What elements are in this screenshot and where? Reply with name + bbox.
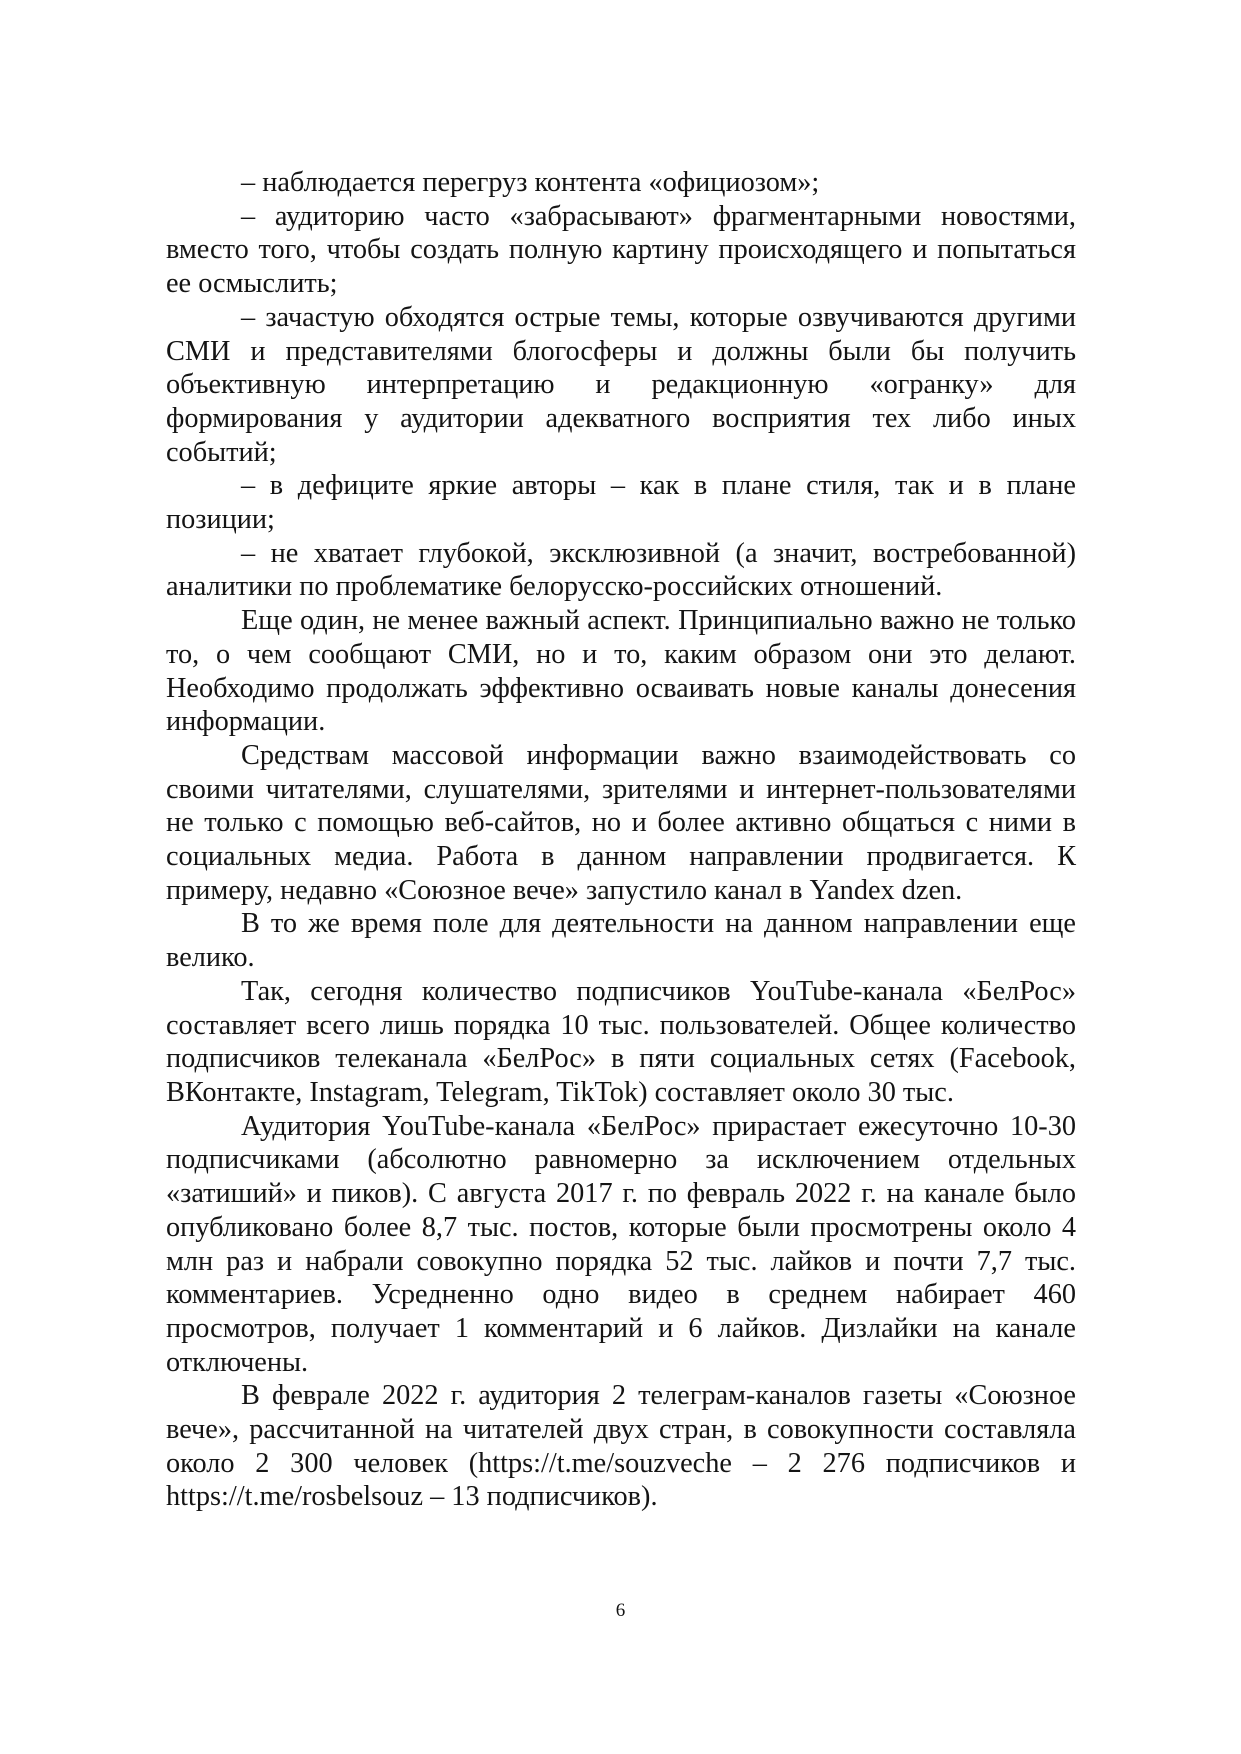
page-number: 6	[615, 1600, 626, 1621]
paragraph-bullet-fragmentary-news: – аудиторию часто «забрасывают» фрагментарными новостями, вместо того, чтобы создать полную картину происходящего и попытаться ее осмыслить;	[166, 200, 1076, 300]
paragraph-social-media: Средствам массовой информации важно взаимодействовать со своими читателями, слушателями, зрителями и интернет-пользователями не только с помощью веб-сайтов, но и более активно общаться с ними в социальных медиа. Работа в данном направлении продвигается. К примеру, недавно «Союзное вече» запустило канал в Yandex dzen.	[166, 739, 1076, 906]
paragraph-youtube-audience: Аудитория YouTube-канала «БелРос» прирастает ежесуточно 10-30 подписчиками (абсолютно равномерно за исключением отдельных «затиший» и пиков). С августа 2017 г. по февраль 2022 г. на канале было опубликовано более 8,7 тыс. постов, которые были просмотрены около 4 млн раз и набрали совокупно порядка 52 тыс. лайков и почти 7,7 тыс. комментариев. Усредненно одно видео в среднем набирает 460 просмотров, получает 1 комментарий и 6 лайков. Дизлайки на канале отключены.	[166, 1110, 1076, 1378]
body-text	[166, 166, 1076, 1514]
paragraph-bullet-sharp-topics: – зачастую обходятся острые темы, которые озвучиваются другими СМИ и представителями блогосферы и должны были бы получить объективную интерпретацию и редакционную «огранку» для формирования у аудитории адекватного восприятия тех либо иных событий;	[166, 301, 1076, 468]
paragraph-bullet-bright-authors: – в дефиците яркие авторы – как в плане стиля, так и в плане позиции;	[166, 470, 1076, 536]
paragraph-important-aspect: Еще один, не менее важный аспект. Принципиально важно не только то, о чем сообщают СМИ, но и то, каким образом они это делают. Необходимо продолжать эффективно осваивать новые каналы донесения информации.	[166, 605, 1076, 738]
paragraph-bullet-officialese: – наблюдается перегруз контента «официозом»;	[241, 167, 820, 198]
paragraph-bullet-analytics: – не хватает глубокой, эксклюзивной (а значит, востребованной) аналитики по проблематике белорусско-российских отношений.	[166, 537, 1076, 603]
paragraph-youtube-subscribers: Так, сегодня количество подписчиков YouTube-канала «БелРос» составляет всего лишь порядка 10 тыс. пользователей. Общее количество подписчиков телеканала «БелРос» в пяти социальных сетях (Facebook, ВКонтакте, Instagram, Telegram, TikTok) составляет около 30 тыс.	[166, 975, 1076, 1108]
paragraph-field-of-activity: В то же время поле для деятельности на данном направлении еще велико.	[166, 908, 1076, 974]
paragraph-telegram-channels: В феврале 2022 г. аудитория 2 телеграм-каналов газеты «Союзное вече», рассчитанной на читателей двух стран, в совокупности составляла около 2 300 человек (https://t.me/souzveche – 2 276 подписчиков и https://t.me/rosbelsouz – 13 подписчиков).	[166, 1380, 1076, 1513]
